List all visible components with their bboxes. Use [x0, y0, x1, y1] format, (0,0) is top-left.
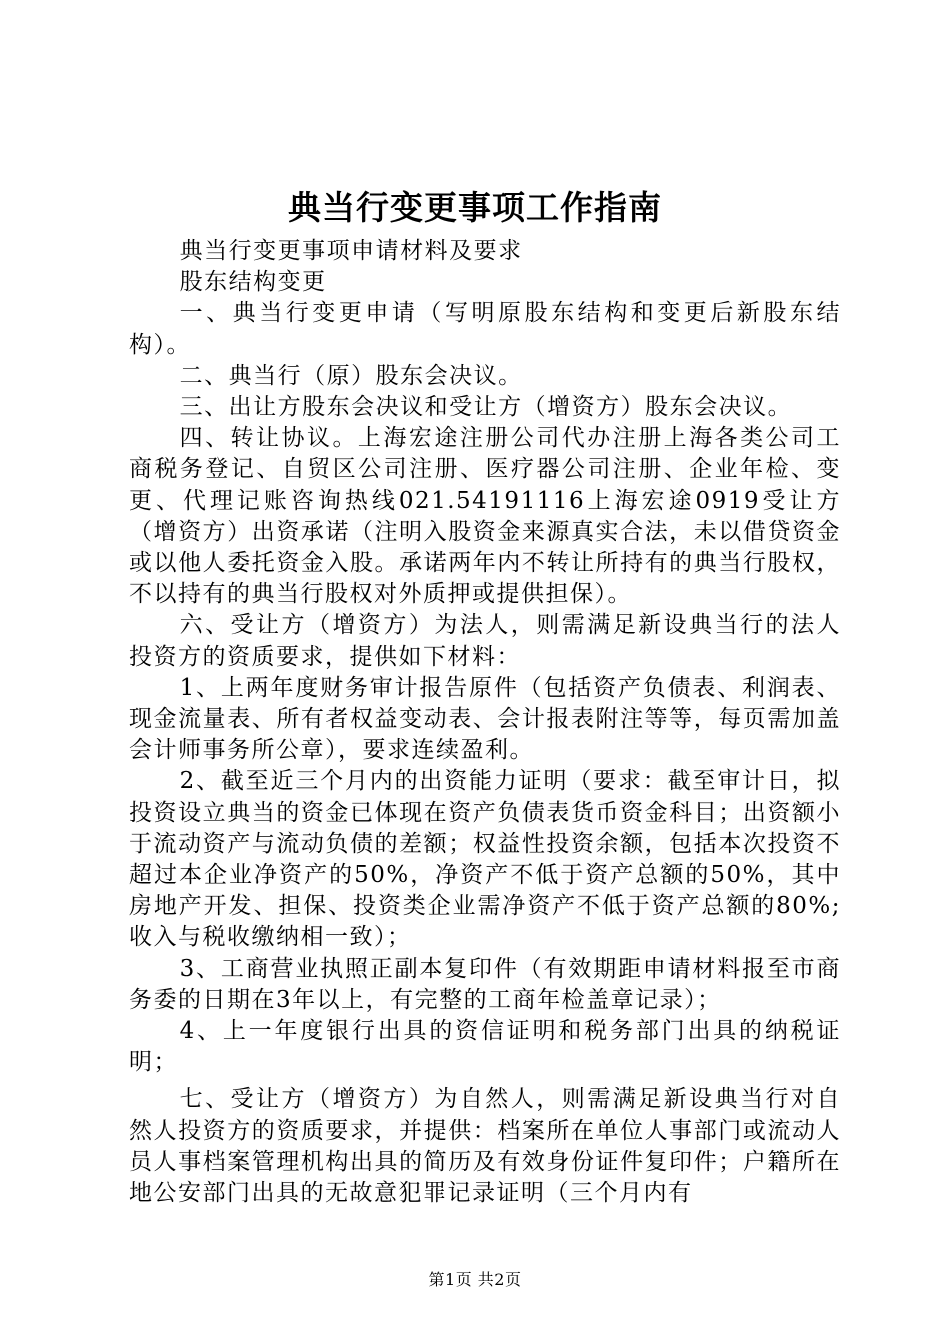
paragraph-sub-4: 4、上一年度银行出具的资信证明和税务部门出具的纳税证明；: [129, 1018, 841, 1076]
paragraph-section-heading: 股东结构变更: [179, 269, 327, 296]
page-footer: 第1页 共2页: [428, 1270, 522, 1289]
paragraph-item-7: 七、受让方（增资方）为自然人，则需满足新设典当行对自然人投资方的资质要求，并提供：档案所在单位人事部门或流动人员人事档案管理机构出具的简历及有效身份证件复印件；户籍所在地公安部门出具的无故意犯罪记录证明（三个月内有: [129, 1086, 841, 1207]
paragraph-item-2: 二、典当行（原）股东会决议。: [179, 362, 523, 389]
paragraph-sub-3: 3、工商营业执照正副本复印件（有效期距申请材料报至市商务委的日期在3年以上，有完整的工商年检盖章记录）；: [129, 955, 841, 1013]
paragraph-item-3: 三、出让方股东会决议和受让方（增资方）股东会决议。: [179, 394, 793, 421]
document-title: 典当行变更事项工作指南: [288, 188, 662, 227]
paragraph-item-4: 四、转让协议。上海宏途注册公司代办注册上海各类公司工商税务登记、自贸区公司注册、医疗器公司注册、企业年检、变更、代理记账咨询热线021.54191116上海宏途0919受让方（增资方）出资承诺（注明入股资金来源真实合法，未以借贷资金或以他人委托资金入股。承诺两年内不转让所持有的典当行股权，不以持有的典当行股权对外质押或提供担保）。: [129, 425, 841, 608]
paragraph-item-1: 一、典当行变更申请（写明原股东结构和变更后新股东结构）。: [129, 300, 841, 358]
document-body: [129, 236, 841, 1209]
paragraph-sub-1: 1、上两年度财务审计报告原件（包括资产负债表、利润表、现金流量表、所有者权益变动表、会计报表附注等等，每页需加盖会计师事务所公章），要求连续盈利。: [129, 674, 841, 764]
paragraph-item-6: 六、受让方（增资方）为法人，则需满足新设典当行的法人投资方的资质要求，提供如下材料：: [129, 612, 841, 670]
paragraph-materials-heading: 典当行变更事项申请材料及要求: [179, 238, 523, 264]
paragraph-sub-2: 2、截至近三个月内的出资能力证明（要求：截至审计日，拟投资设立典当的资金已体现在资产负债表货币资金科目；出资额小于流动资产与流动负债的差额；权益性投资余额，包括本次投资不超过本企业净资产的50%，净资产不低于资产总额的50%，其中房地产开发、担保、投资类企业需净资产不低于资产总额的80%;收入与税收缴纳相一致）；: [129, 768, 841, 951]
